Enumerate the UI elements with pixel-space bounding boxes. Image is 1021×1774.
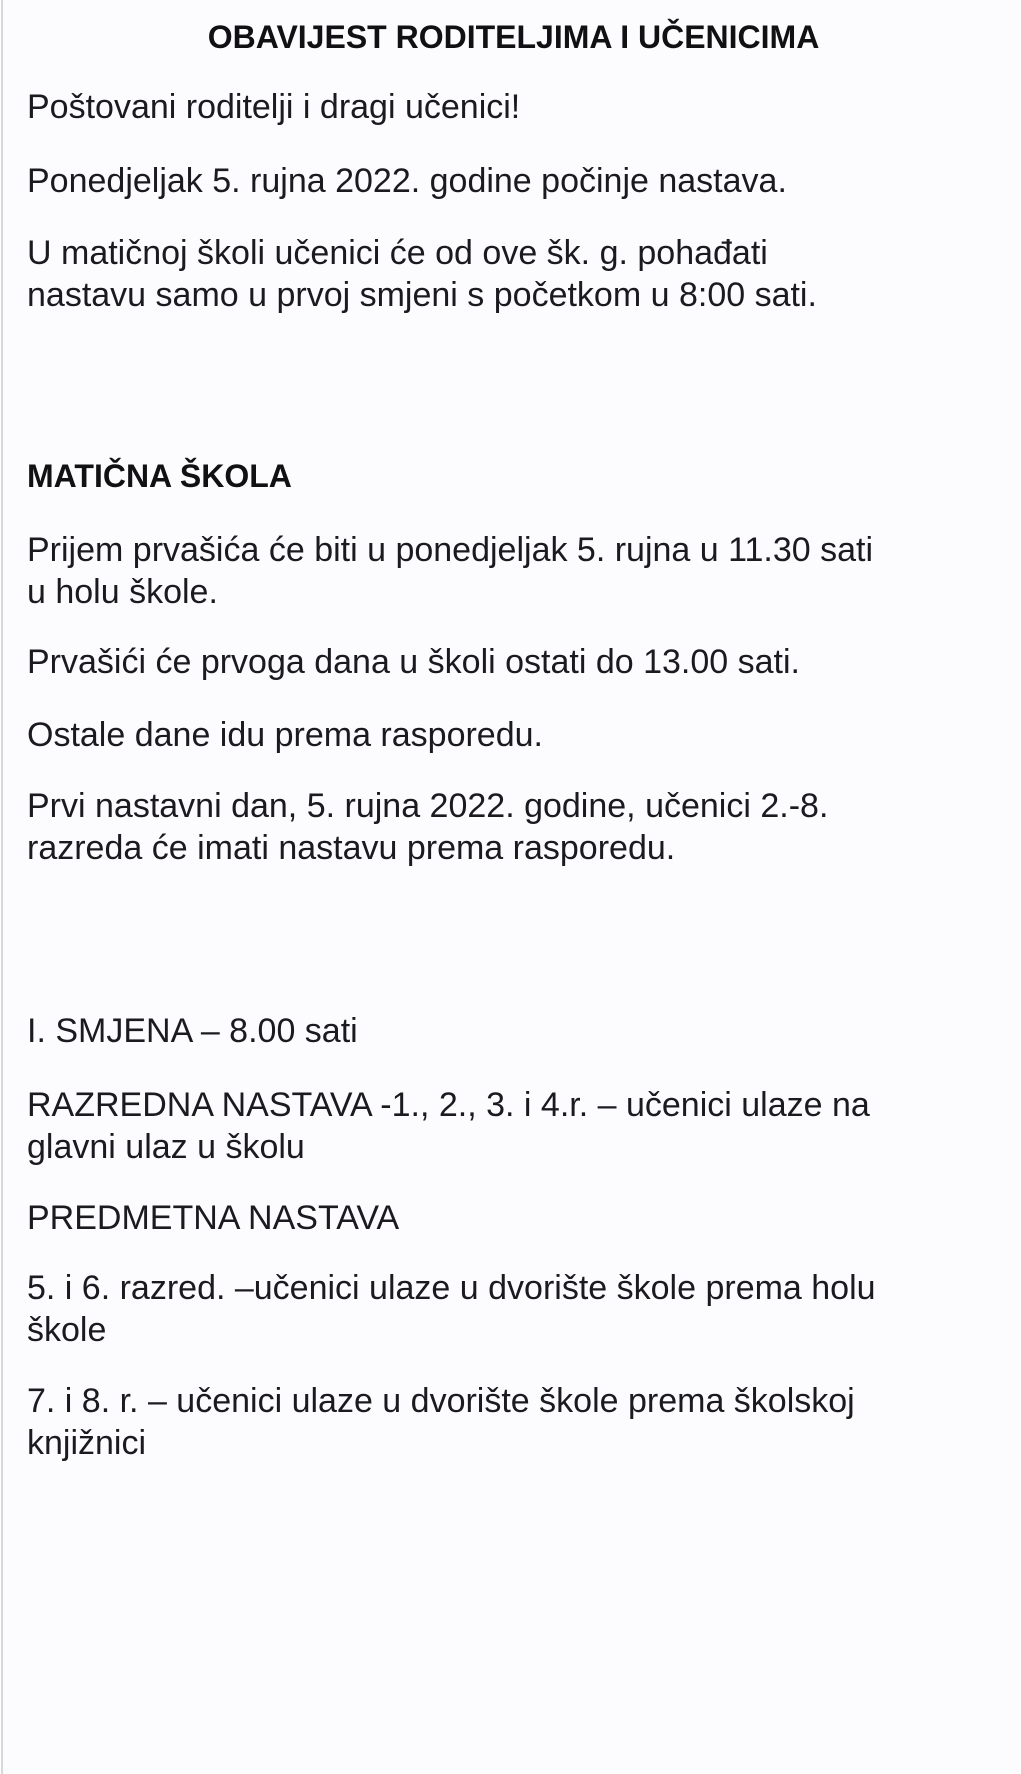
notice-title: OBAVIJEST RODITELJIMA I UČENICIMA: [207, 19, 820, 55]
reception-line-2: u holu škole.: [27, 573, 218, 611]
start-date-text: Ponedjeljak 5. rujna 2022. godine počinje nastava.: [27, 162, 787, 200]
grade-7-8-line-2: knjižnici: [27, 1424, 147, 1462]
section-heading-maticna-skola: MATIČNA ŠKOLA: [27, 458, 292, 494]
grade-7-8-line-1: 7. i 8. r. – učenici ulaze u dvorište škole prema školskoj: [27, 1382, 855, 1420]
shift-info-line-2: nastavu samo u prvoj smjeni s početkom u 8:00 sati.: [27, 276, 817, 314]
razredna-nastava-line-2: glavni ulaz u školu: [27, 1128, 305, 1166]
grade-5-6-line-1: 5. i 6. razred. –učenici ulaze u dvorište škole prema holu: [27, 1269, 876, 1307]
notice-panel: [1, 0, 1020, 1774]
shift-title: I. SMJENA – 8.00 sati: [27, 1012, 358, 1050]
greeting: Poštovani roditelji i dragi učenici!: [27, 88, 521, 126]
reception-line-1: Prijem prvašića će biti u ponedjeljak 5. rujna u 11.30 sati: [27, 531, 874, 569]
predmetna-nastava-text: PREDMETNA NASTAVA: [27, 1199, 400, 1237]
razredna-nastava-line-1: RAZREDNA NASTAVA -1., 2., 3. i 4.r. – učenici ulaze na: [27, 1086, 870, 1124]
grade-5-6-line-2: škole: [27, 1311, 107, 1349]
first-day-text: Prvašići će prvoga dana u školi ostati do 13.00 sati.: [27, 643, 800, 681]
first-day-others-line-1: Prvi nastavni dan, 5. rujna 2022. godine, učenici 2.-8.: [27, 787, 829, 825]
other-days-text: Ostale dane idu prema rasporedu.: [27, 716, 543, 754]
shift-info-line-1: U matičnoj školi učenici će od ove šk. g. pohađati: [27, 234, 768, 272]
first-day-others-line-2: razreda će imati nastavu prema rasporedu.: [27, 829, 676, 867]
